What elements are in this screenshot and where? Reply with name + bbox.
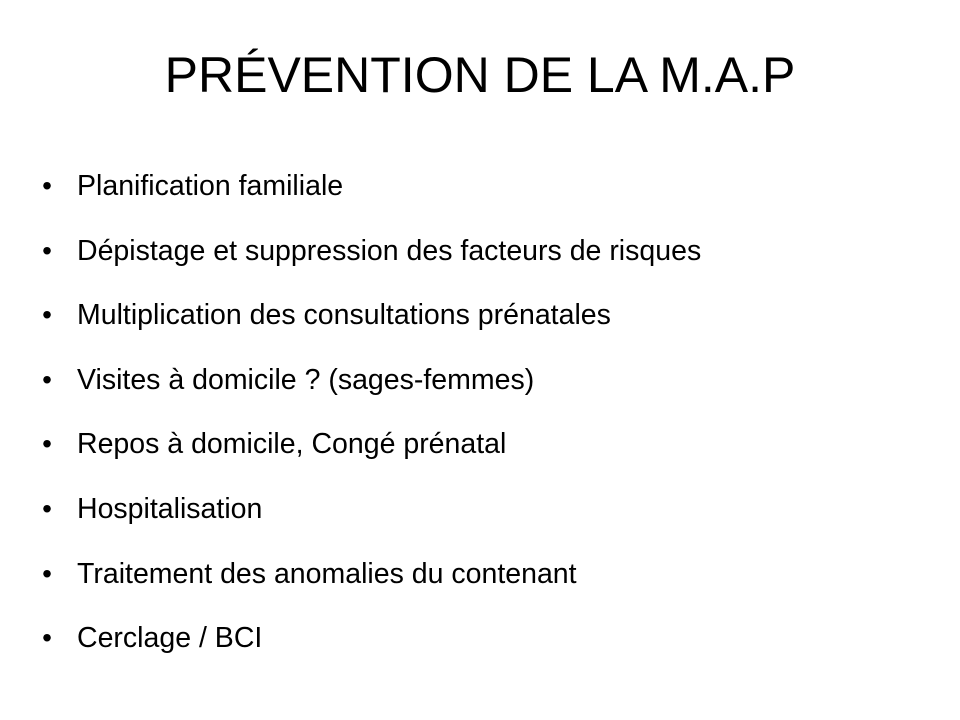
- list-item: [40, 350, 920, 415]
- list-item-text: Dépistage et suppression des facteurs de risques: [77, 234, 702, 267]
- bullet-icon: •: [42, 299, 52, 331]
- list-item: [40, 479, 920, 544]
- bullet-icon: •: [42, 492, 52, 524]
- list-item: [40, 608, 920, 673]
- list-item: [40, 156, 920, 221]
- list-item: [40, 544, 920, 609]
- bullet-icon: •: [42, 234, 52, 266]
- list-item: [40, 221, 920, 286]
- bullet-icon: •: [42, 622, 52, 654]
- list-item-text: Hospitalisation: [77, 492, 263, 525]
- list-item-text: Planification familiale: [77, 170, 344, 202]
- bullet-icon: •: [42, 428, 52, 460]
- list-item-text: Repos à domicile, Congé prénatal: [77, 428, 507, 461]
- list-item-text: Cerclage / BCI: [77, 622, 263, 655]
- list-item: [40, 414, 920, 479]
- list-item-text: Multiplication des consultations prénatales: [77, 299, 611, 332]
- list-item-text: Traitement des anomalies du contenant: [77, 557, 577, 590]
- bullet-icon: •: [42, 170, 52, 201]
- list-item-text: Visites à domicile ? (sages-femmes): [77, 363, 535, 396]
- bullet-list: [40, 156, 920, 673]
- bullet-icon: •: [42, 557, 52, 589]
- list-item: [40, 285, 920, 350]
- slide-title: PRÉVENTION DE LA M.A.P: [164, 47, 796, 103]
- bullet-icon: •: [42, 363, 52, 395]
